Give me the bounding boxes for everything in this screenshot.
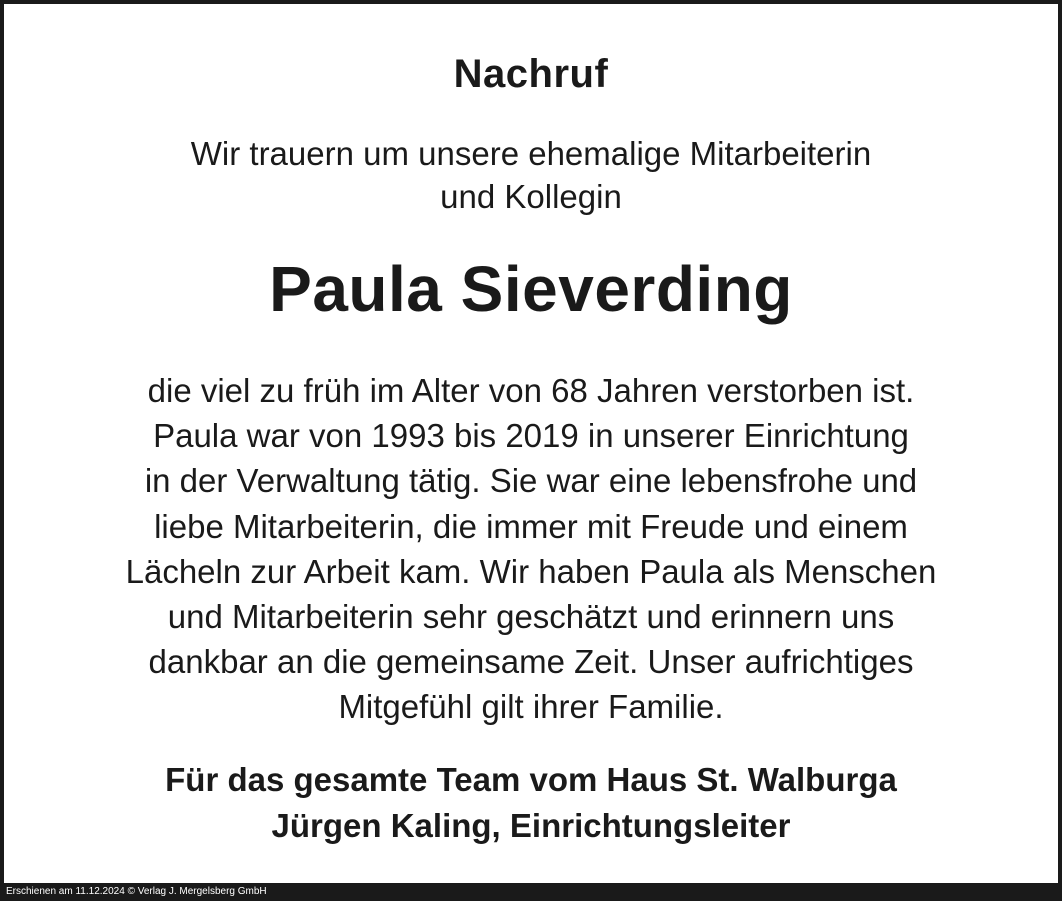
body-line: in der Verwaltung tätig. Sie war eine lebensfrohe und bbox=[144, 462, 918, 500]
notice-heading: Nachruf bbox=[453, 52, 609, 96]
signature-line: Für das gesamte Team vom Haus St. Walburga bbox=[165, 761, 897, 798]
publication-footer: Erschienen am 11.12.2024 © Verlag J. Mergelsberg GmbH bbox=[0, 883, 1062, 901]
body-line: dankbar an die gemeinsame Zeit. Unser aufrichtiges bbox=[148, 643, 914, 681]
obituary-body bbox=[4, 368, 1058, 730]
signature-line: Jürgen Kaling, Einrichtungsleiter bbox=[271, 807, 791, 844]
body-line: Paula war von 1993 bis 2019 in unserer Einrichtung bbox=[153, 417, 909, 455]
deceased-name: Paula Sieverding bbox=[269, 253, 793, 325]
intro-line: Wir trauern um unsere ehemalige Mitarbeiterin bbox=[190, 135, 872, 172]
body-line: die viel zu früh im Alter von 68 Jahren verstorben ist. bbox=[147, 372, 915, 409]
intro-line: und Kollegin bbox=[440, 178, 622, 215]
body-line: und Mitarbeiterin sehr geschätzt und erinnern uns bbox=[167, 598, 895, 636]
body-line: Mitgefühl gilt ihrer Familie. bbox=[338, 688, 724, 726]
body-line: Lächeln zur Arbeit kam. Wir haben Paula als Menschen bbox=[125, 552, 937, 590]
signature-block bbox=[4, 757, 1058, 849]
intro-text bbox=[4, 132, 1058, 218]
body-line: liebe Mitarbeiterin, die immer mit Freude und einem bbox=[154, 507, 908, 545]
